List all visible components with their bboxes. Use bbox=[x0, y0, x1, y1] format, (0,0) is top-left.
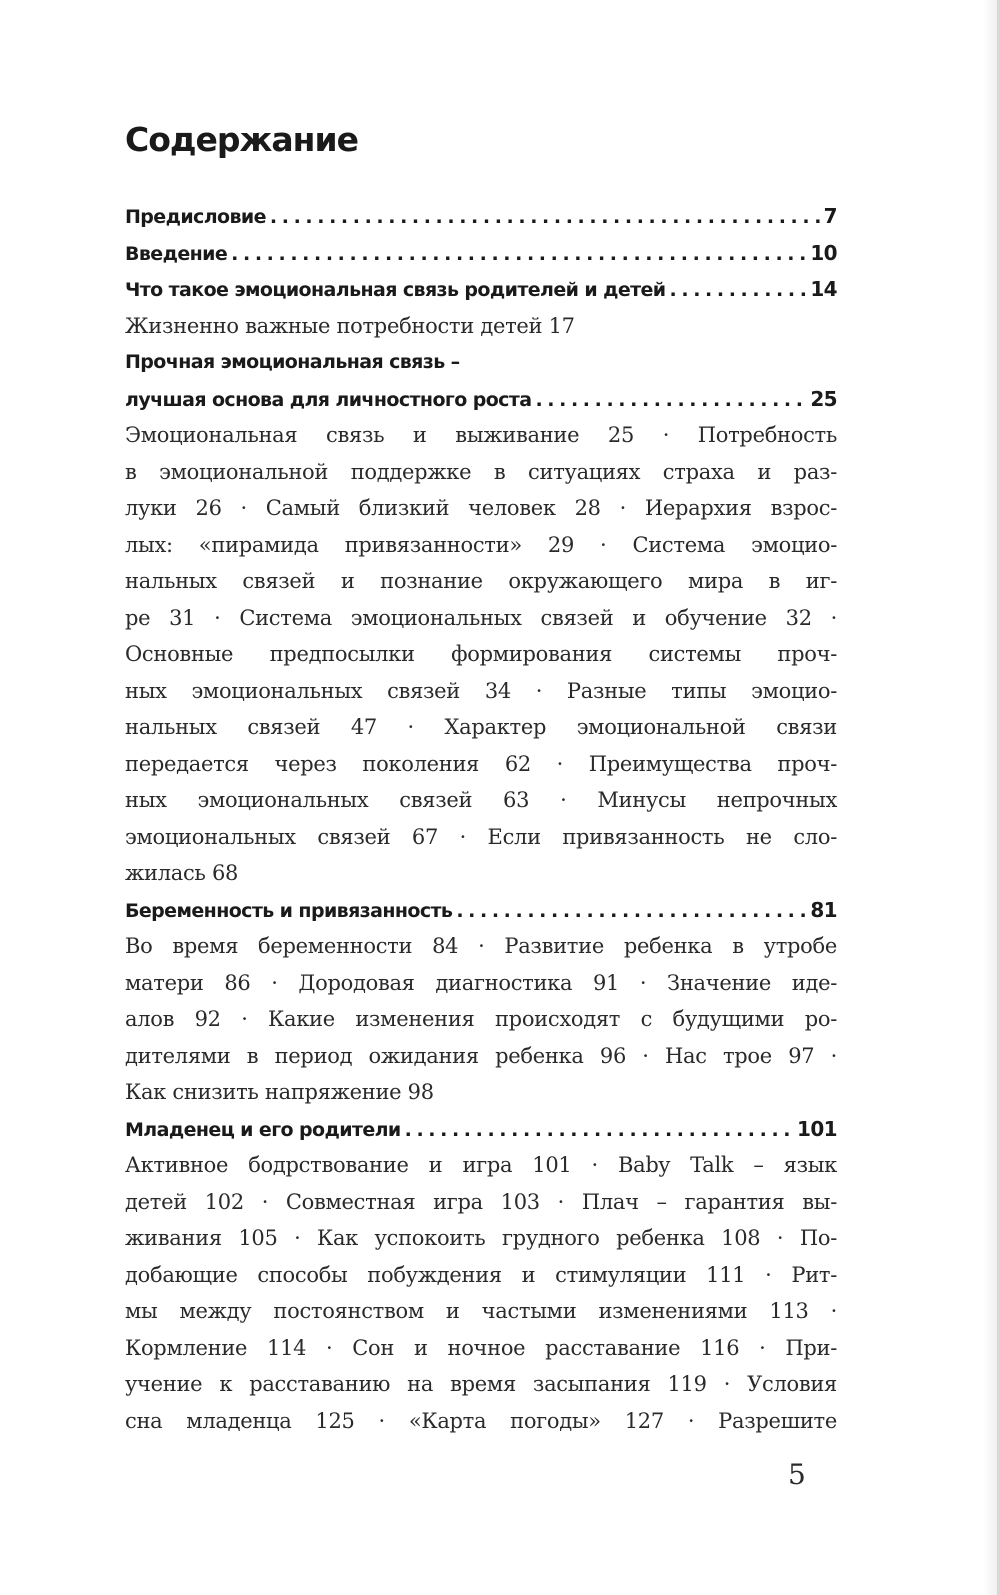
toc-subentry-line: сна младенца 125 · «Карта погоды» 127 · Разрешите bbox=[125, 1408, 837, 1433]
toc-entry-introduction[interactable] bbox=[125, 235, 837, 272]
toc-entry-title: Введение bbox=[125, 242, 228, 265]
toc-subentry-line: добающие способы побуждения и стимуляции 111 · Рит- bbox=[125, 1262, 837, 1287]
toc-entry-title: Что такое эмоциональная связь родителей и детей bbox=[125, 279, 666, 301]
toc-subentry-line: Как снизить напряжение 98 bbox=[125, 1080, 434, 1104]
toc-subentry-line: эмоциональных связей 67 · Если привязанность не сло- bbox=[125, 824, 837, 849]
toc-subentry-line: Жизненно важные потребности детей 17 bbox=[125, 313, 575, 338]
page-edge-shadow bbox=[983, 0, 997, 1595]
toc-entry-infant[interactable] bbox=[125, 1111, 837, 1148]
toc-subentry-line: Эмоциональная связь и выживание 25 · Потребность bbox=[125, 423, 837, 447]
toc-subentry-line: ре 31 · Система эмоциональных связей и обучение 32 · bbox=[125, 605, 837, 630]
toc-subentry-line: передается через поколения 62 · Преимущества проч- bbox=[125, 751, 837, 776]
toc-subentry-line: учение к расставанию на время засыпания 119 · Условия bbox=[125, 1372, 837, 1396]
toc-entry-page: 101 bbox=[797, 1116, 837, 1141]
toc-subentry-line: нальных связей и познание окружающего мира в иг- bbox=[125, 569, 837, 593]
toc-subentry-line: Основные предпосылки формирования системы проч- bbox=[125, 642, 837, 666]
dot-leader bbox=[270, 199, 820, 236]
toc-entry-title: Беременность и привязанность bbox=[125, 899, 453, 922]
dot-leader bbox=[670, 272, 807, 309]
toc-entry-strong-bond[interactable] bbox=[125, 381, 837, 418]
toc-subentry-line: живания 105 · Как успокоить грудного ребенка 108 · По- bbox=[125, 1226, 837, 1250]
toc-entry-preface[interactable] bbox=[125, 198, 837, 235]
dot-leader bbox=[231, 236, 806, 273]
toc-subentry-line: Кормление 114 · Сон и ночное расставание 116 · При- bbox=[125, 1335, 837, 1360]
toc-entry-title-line1[interactable]: Прочная эмоциональная связь – bbox=[125, 351, 460, 373]
toc-subentry-line: нальных связей 47 · Характер эмоциональной связи bbox=[125, 715, 837, 739]
toc-subentry-line: в эмоциональной поддержке в ситуациях страха и раз- bbox=[125, 459, 837, 484]
toc-entry-page: 10 bbox=[810, 240, 837, 265]
toc-subentry-line: жилась 68 bbox=[125, 861, 239, 885]
toc-subentry-line: Активное бодрствование и игра 101 · Baby Talk – язык bbox=[125, 1153, 837, 1177]
toc-entry-page: 7 bbox=[823, 204, 837, 228]
toc-entry-emotional-bond[interactable] bbox=[125, 271, 837, 308]
toc-subentry-line: матери 86 · Дородовая диагностика 91 · Значение иде- bbox=[125, 970, 837, 995]
toc-subentry-line: луки 26 · Самый близкий человек 28 · Иерархия взрос- bbox=[125, 496, 837, 520]
toc-subentry-line: дителями в период ожидания ребенка 96 · Нас трое 97 · bbox=[125, 1043, 837, 1068]
toc-subentry-line: лых: «пирамида привязанности» 29 · Система эмоцио- bbox=[125, 532, 837, 557]
page-title: Содержание bbox=[125, 120, 358, 159]
toc-entry-title: Младенец и его родители bbox=[125, 1118, 401, 1141]
toc-entry-title: Предисловие bbox=[125, 206, 266, 228]
toc-subentry-line: мы между постоянством и частыми изменениями 113 · bbox=[125, 1299, 837, 1323]
dot-leader bbox=[405, 1112, 793, 1149]
toc-subentry-line: детей 102 · Совместная игра 103 · Плач – гарантия вы- bbox=[125, 1189, 837, 1214]
toc-subentry-line: алов 92 · Какие изменения происходят с будущими ро- bbox=[125, 1007, 837, 1031]
toc-subentry-line: ных эмоциональных связей 63 · Минусы непрочных bbox=[125, 788, 837, 812]
dot-leader bbox=[535, 382, 806, 419]
toc-entry-pregnancy[interactable] bbox=[125, 892, 837, 929]
toc-entry-title-line2: лучшая основа для личностного роста bbox=[125, 388, 532, 411]
toc-subentry-line: Во время беременности 84 · Развитие ребенка в утробе bbox=[125, 934, 837, 958]
table-of-contents bbox=[125, 198, 837, 1439]
toc-entry-page: 14 bbox=[810, 277, 837, 301]
page-number: 5 bbox=[788, 1458, 806, 1491]
dot-leader bbox=[456, 893, 806, 930]
toc-entry-page: 81 bbox=[810, 897, 837, 922]
toc-entry-page: 25 bbox=[810, 386, 837, 411]
toc-subentry-line: ных эмоциональных связей 34 · Разные типы эмоцио- bbox=[125, 678, 837, 703]
